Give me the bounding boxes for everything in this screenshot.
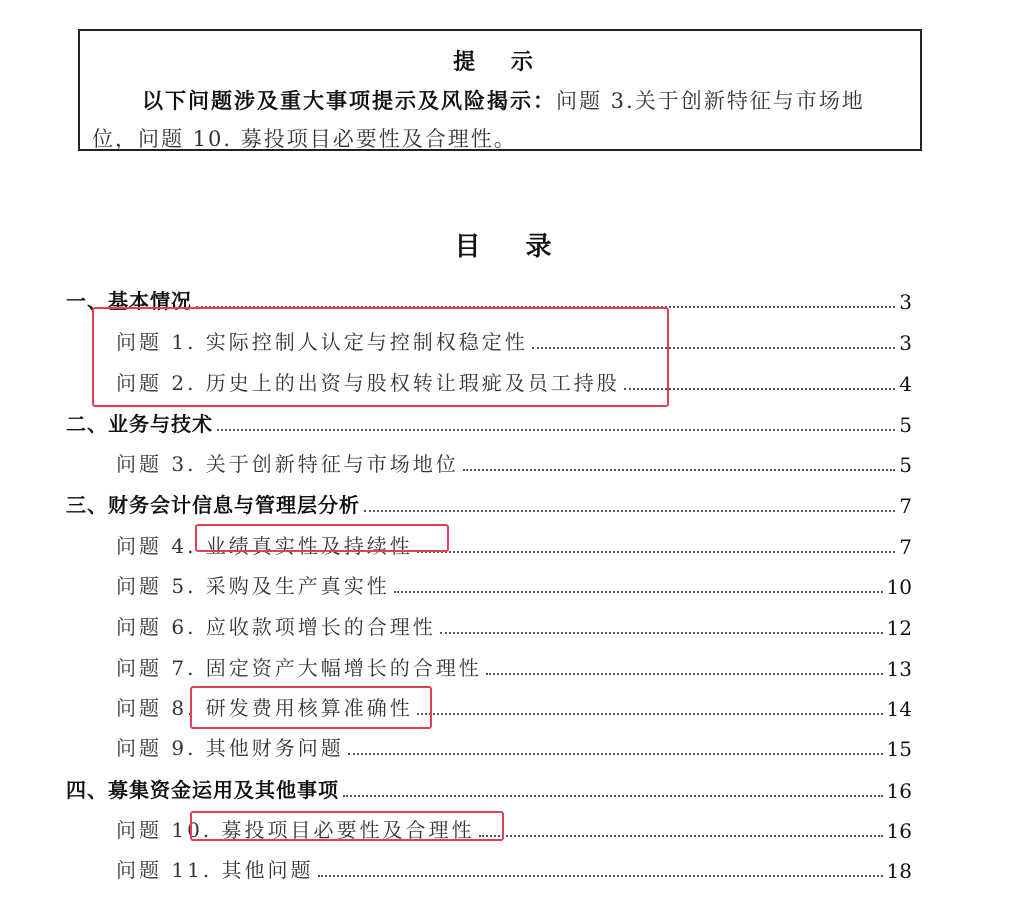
toc-entry-label: 一、基本情况 [66,289,192,313]
toc-leader [486,673,883,675]
toc-entry-label: 问题 5. 采购及生产真实性 [116,574,390,598]
toc-leader [394,591,883,593]
toc-entry-label: 问题 2. 历史上的出资与股权转让瑕疵及员工持股 [116,371,620,395]
toc-entry-label: 四、募集资金运用及其他事项 [66,778,339,802]
toc-entry-label: 问题 11. 其他问题 [116,858,314,882]
toc-page-number: 15 [886,737,912,761]
toc-item-q7[interactable] [116,651,912,681]
notice-line-1 [142,85,865,115]
notice-box [78,29,922,151]
toc-entry-label: 问题 10. 募投项目必要性及合理性 [116,818,475,842]
toc-page-number: 5 [899,413,912,437]
notice-line-1-strong: 以下问题涉及重大事项提示及风险揭示： [142,88,556,113]
notice-line-1-rest: 问题 3.关于创新特征与市场地 [556,89,865,113]
toc-item-q3[interactable] [116,447,912,477]
toc-page-number: 18 [886,859,912,883]
highlight-box-q4 [195,524,449,552]
toc-leader [318,875,883,877]
toc-entry-label: 问题 3. 关于创新特征与市场地位 [116,452,459,476]
highlight-box-q10 [190,811,504,841]
toc-page-number: 3 [899,290,912,314]
toc-section-finance[interactable] [66,488,912,518]
toc-page-number: 14 [886,697,912,721]
toc-page-number: 7 [899,535,912,559]
toc-entry-label: 问题 9. 其他财务问题 [116,736,344,760]
toc-entry-label: 二、业务与技术 [66,412,213,436]
highlight-box-q8 [190,686,432,729]
toc-page-number: 3 [899,331,912,355]
toc-leader [479,835,883,837]
toc-page-number: 5 [899,453,912,477]
toc-leader [217,429,895,431]
toc-item-q6[interactable] [116,610,912,640]
toc-page-number: 10 [886,575,912,599]
toc-section-funds[interactable] [66,773,912,803]
toc-entry-label: 问题 7. 固定资产大幅增长的合理性 [116,656,482,680]
toc-entry-label: 三、财务会计信息与管理层分析 [66,493,360,517]
toc-item-q9[interactable] [116,731,912,761]
notice-title: 提 示 [453,49,547,75]
toc-entry-label: 问题 8. 研发费用核算准确性 [116,696,413,720]
toc-item-q5[interactable] [116,569,912,599]
toc-leader [364,510,895,512]
toc-entry-label: 问题 1. 实际控制人认定与控制权稳定性 [116,330,528,354]
toc-entry-label: 问题 4. 业绩真实性及持续性 [116,534,413,558]
toc-section-business[interactable] [66,407,912,437]
toc-leader [417,713,883,715]
toc-item-q11[interactable] [116,853,912,883]
toc-page-number: 16 [886,819,912,843]
notice-line-2: 位，问题 10. 募投项目必要性及合理性。 [92,127,517,151]
toc-entry-label: 问题 6. 应收款项增长的合理性 [116,615,436,639]
toc-leader [463,469,895,471]
toc-page-number: 16 [886,779,912,803]
toc-leader [440,632,883,634]
highlight-box-q1-q2 [92,307,669,407]
toc-page-number: 4 [899,372,912,396]
toc-title: 目 录 [454,232,570,262]
toc-leader [417,551,895,553]
toc-page-number: 12 [886,616,912,640]
toc-page-number: 7 [899,494,912,518]
toc-leader [343,795,883,797]
toc-page-number: 13 [886,657,912,681]
toc-leader [348,753,883,755]
